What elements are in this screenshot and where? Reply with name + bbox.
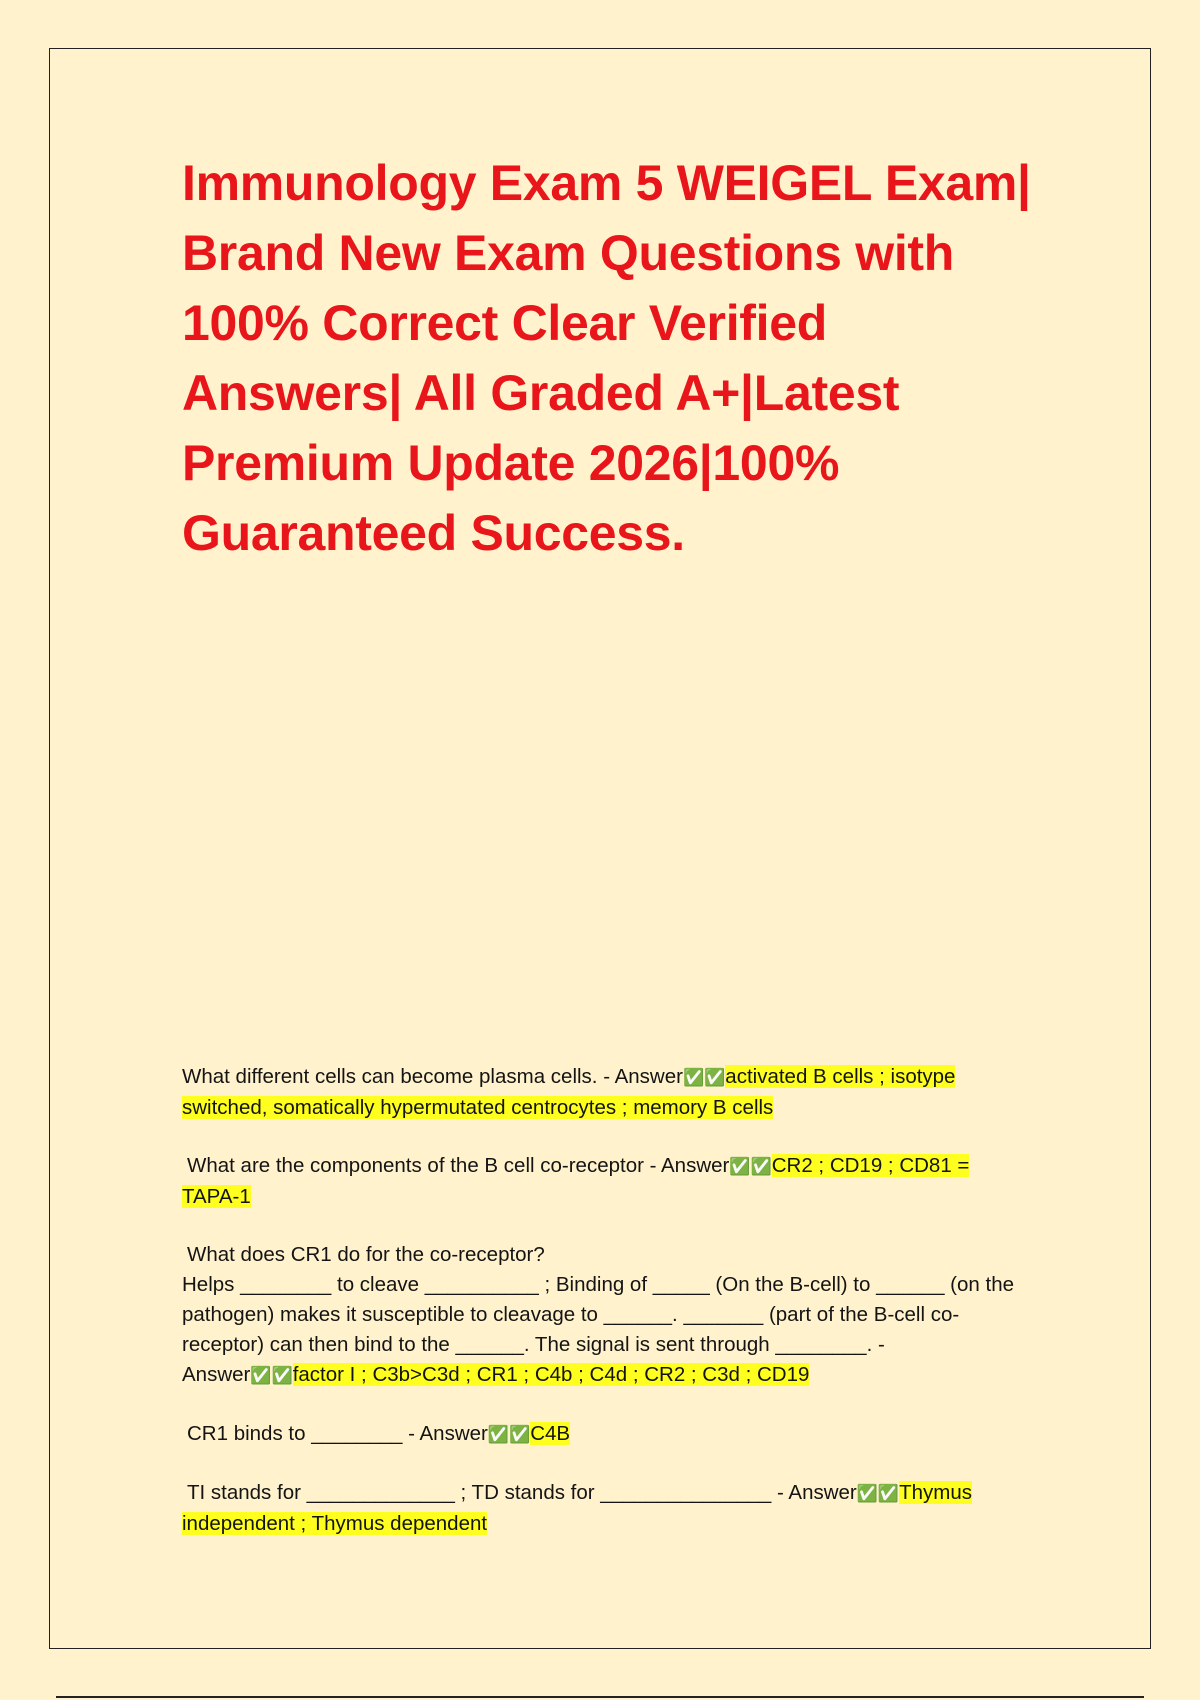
qa-item-1 bbox=[182, 1062, 1032, 1123]
check-icon: ✅✅ bbox=[487, 1425, 531, 1445]
qa-item-2 bbox=[182, 1151, 1032, 1212]
answer-text: CR2 ; CD19 ; CD81 = TAPA-1 bbox=[182, 1154, 970, 1208]
check-icon: ✅✅ bbox=[856, 1484, 900, 1504]
answer-text: factor I ; C3b>C3d ; CR1 ; C4b ; C4d ; CR2 ; C3d ; CD19 bbox=[292, 1363, 810, 1386]
question-text: TI stands for _____________ ; TD stands for _______________ - Answer bbox=[187, 1481, 857, 1504]
document-title: Immunology Exam 5 WEIGEL Exam| Brand New Exam Questions with 100% Correct Clear Verified Answers| All Graded A+|Latest Premium Update 2026|100% Guaranteed Success. bbox=[182, 155, 1031, 561]
question-text: Helps ________ to cleave __________ ; Binding of _____ (On the B-cell) to ______ (on the pathogen) makes it susceptible to cleavage to ______. _______ (part of the B-cell co-receptor) can then bind to the ______. The signal is sent through ________. - Answer bbox=[182, 1273, 1014, 1386]
question-text: What different cells can become plasma cells. - Answer bbox=[182, 1065, 683, 1088]
qa-item-4 bbox=[182, 1419, 1032, 1450]
check-icon: ✅✅ bbox=[250, 1366, 293, 1386]
qa-list bbox=[182, 1062, 1032, 1567]
check-icon: ✅✅ bbox=[682, 1068, 726, 1088]
answer-text: Thymus independent ; Thymus dependent bbox=[182, 1481, 973, 1535]
check-icon: ✅✅ bbox=[729, 1157, 772, 1177]
question-text: What does CR1 do for the co-receptor? bbox=[187, 1243, 545, 1266]
page-bottom-rule bbox=[56, 1696, 1144, 1698]
question-text: CR1 binds to ________ - Answer bbox=[187, 1422, 488, 1445]
answer-text: activated B cells ; isotype switched, somatically hypermutated centrocytes ; memory B cells bbox=[182, 1065, 956, 1119]
qa-item-5 bbox=[182, 1478, 1032, 1539]
question-text: What are the components of the B cell co-receptor - Answer bbox=[187, 1154, 730, 1177]
qa-item-3 bbox=[182, 1240, 1032, 1391]
answer-text: C4B bbox=[530, 1422, 571, 1445]
